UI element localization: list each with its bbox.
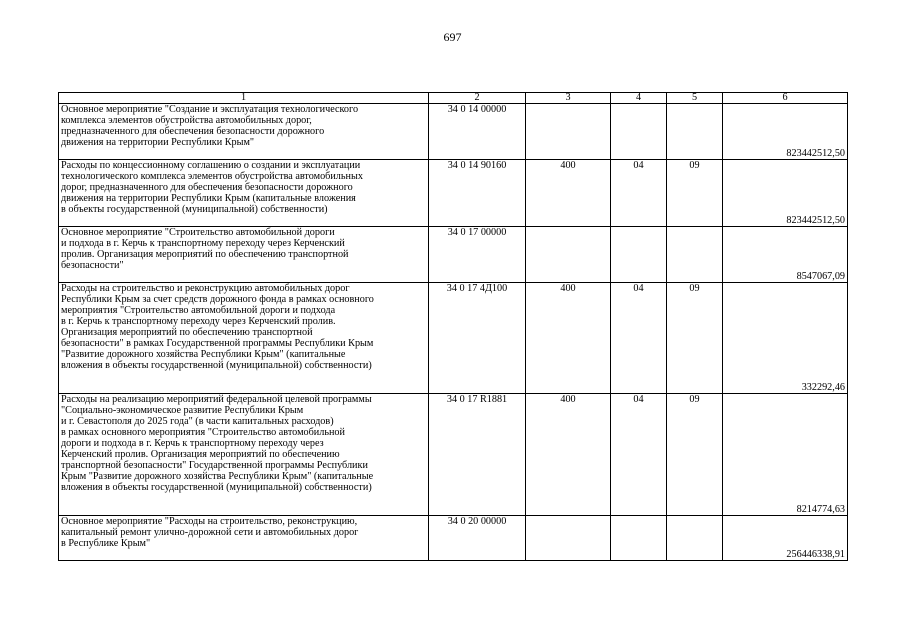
row-code: 34 0 17 4Д100 — [429, 283, 526, 394]
row-amount: 823442512,50 — [786, 148, 845, 159]
row-col3 — [526, 104, 611, 160]
budget-table — [58, 92, 848, 561]
header-col-6: 6 — [723, 93, 848, 104]
row-name: Основное мероприятие "Создание и эксплуатация технологического комплекса элементов обустройства автомобильных дорог, предназначенного для обеспечения безопасности дорожного движения на территории Республики Крым" — [59, 104, 429, 160]
row-name: Основное мероприятие "Расходы на строительство, реконструкцию, капитальный ремонт улично-дорожной сети и автомобильных дорог в Республике Крым" — [59, 516, 429, 561]
row-col3 — [526, 227, 611, 283]
row-amount-cell — [723, 516, 848, 561]
row-name: Расходы по концессионному соглашению о создании и эксплуатации технологического комплекса элементов обустройства автомобильных дорог, предназначенного для обеспечения безопасности дорожного движения на территории Республики Крым (капитальные вложения в объекты государственной (муниципальной) собственности) — [59, 160, 429, 227]
row-col3 — [526, 516, 611, 561]
row-amount-cell — [723, 104, 848, 160]
row-code: 34 0 17 R1881 — [429, 394, 526, 516]
row-col4: 04 — [611, 160, 667, 227]
row-col5: 09 — [667, 283, 723, 394]
row-col4 — [611, 104, 667, 160]
row-code: 34 0 14 00000 — [429, 104, 526, 160]
row-col5 — [667, 227, 723, 283]
row-col5: 09 — [667, 394, 723, 516]
header-col-1: 1 — [59, 93, 429, 104]
row-amount-cell — [723, 394, 848, 516]
row-col5 — [667, 104, 723, 160]
table-row — [59, 227, 848, 283]
row-code: 34 0 14 90160 — [429, 160, 526, 227]
row-amount-cell — [723, 227, 848, 283]
row-amount-cell — [723, 283, 848, 394]
row-amount: 256446338,91 — [786, 549, 845, 560]
row-col5: 09 — [667, 160, 723, 227]
row-col3: 400 — [526, 283, 611, 394]
table-row — [59, 283, 848, 394]
row-col3: 400 — [526, 394, 611, 516]
header-col-3: 3 — [526, 93, 611, 104]
table-row — [59, 104, 848, 160]
table-row — [59, 516, 848, 561]
row-col5 — [667, 516, 723, 561]
row-amount: 823442512,50 — [786, 215, 845, 226]
row-col4: 04 — [611, 394, 667, 516]
row-name: Основное мероприятие "Строительство автомобильной дороги и подхода в г. Керчь к транспортному переходу через Керченский пролив. Организация мероприятий по обеспечению транспортной безопасности" — [59, 227, 429, 283]
row-col4: 04 — [611, 283, 667, 394]
header-row — [59, 93, 848, 104]
row-col4 — [611, 227, 667, 283]
row-amount: 8214774,63 — [796, 504, 845, 515]
row-col3: 400 — [526, 160, 611, 227]
header-col-5: 5 — [667, 93, 723, 104]
row-col4 — [611, 516, 667, 561]
row-amount: 8547067,09 — [796, 271, 845, 282]
row-name: Расходы на строительство и реконструкцию автомобильных дорог Республики Крым за счет средств дорожного фонда в рамках основного мероприятия "Строительство автомобильной дороги и подхода в г. Керчь к транспортному переходу через Керченский пролив. Организация мероприятий по обеспечению транспортной безопасности" в рамках Государственной программы Республики Крым "Развитие дорожного хозяйства Республики Крым" (капитальные вложения в объекты государственной (муниципальной) собственности) — [59, 283, 429, 394]
header-col-2: 2 — [429, 93, 526, 104]
row-amount-cell — [723, 160, 848, 227]
row-code: 34 0 17 00000 — [429, 227, 526, 283]
table-row — [59, 394, 848, 516]
header-col-4: 4 — [611, 93, 667, 104]
table-row — [59, 160, 848, 227]
row-name: Расходы на реализацию мероприятий федеральной целевой программы "Социально-экономическое развитие Республики Крым и г. Севастополя до 2025 года" (в части капитальных расходов) в рамках основного мероприятия "Строительство автомобильной дороги и подхода в г. Керчь к транспортному переходу через Керченский пролив. Организация мероприятий по обеспечению транспортной безопасности" Государственной программы Республики Крым "Развитие дорожного хозяйства Республики Крым" (капитальные вложения в объекты государственной (муниципальной) собственности) — [59, 394, 429, 516]
row-amount: 332292,46 — [801, 382, 845, 393]
page-number: 697 — [443, 30, 462, 44]
row-code: 34 0 20 00000 — [429, 516, 526, 561]
